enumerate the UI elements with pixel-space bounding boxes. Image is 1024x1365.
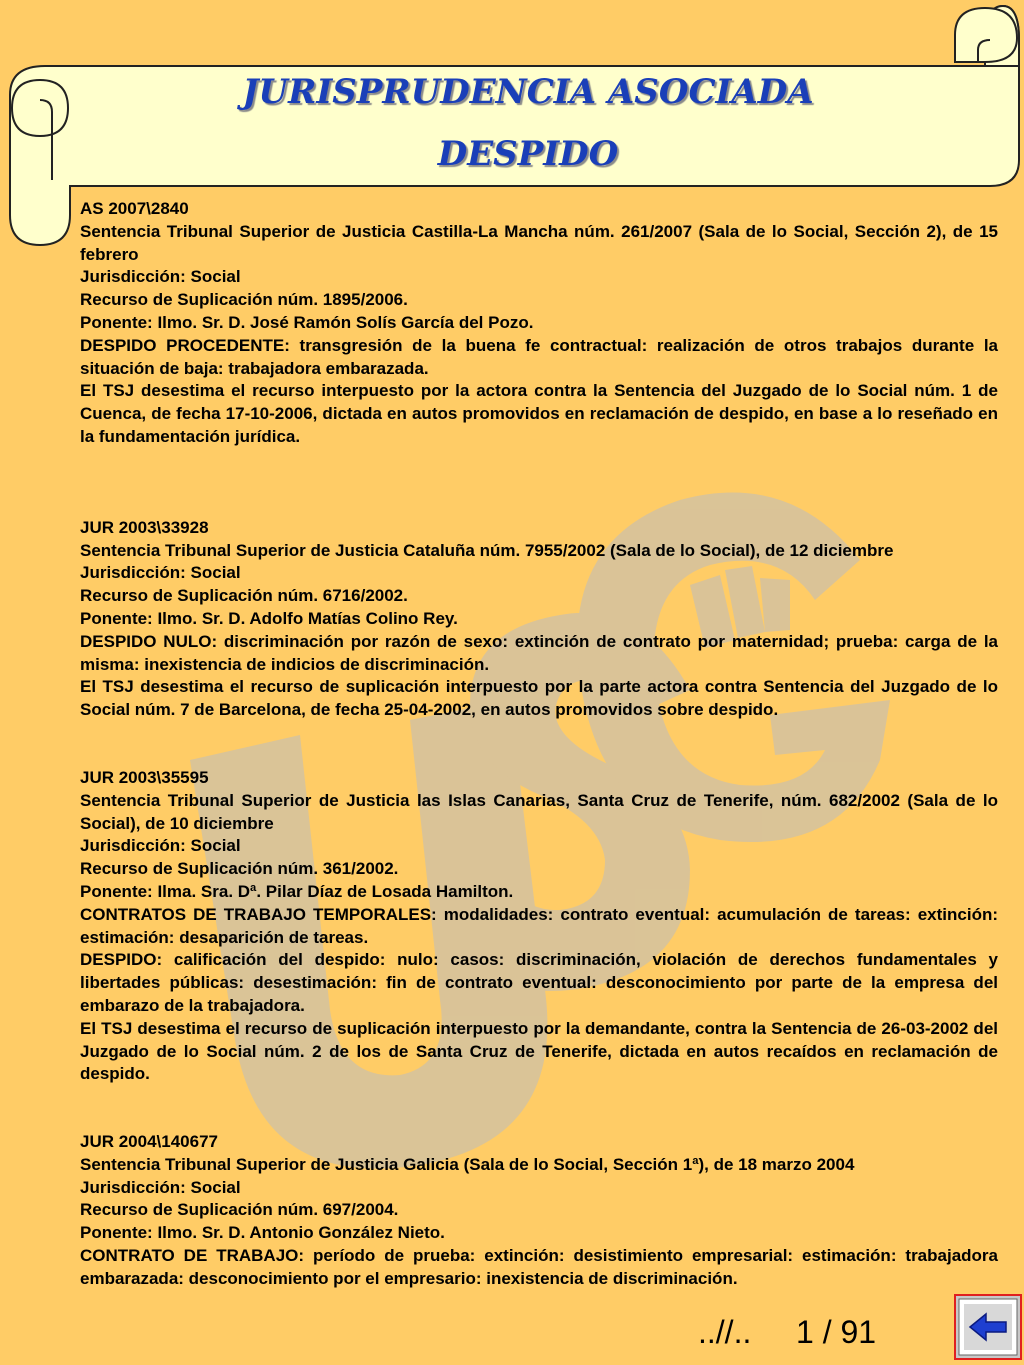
entry-summary: DESPIDO: calificación del despido: nulo: casos: discriminación, violación de derechos fundamentales y libertades públicas: desestimación: fin de contrato eventual: desconocimiento por parte de la empresa del embarazo de la trabajadora. bbox=[80, 950, 998, 1015]
jurisprudence-entry bbox=[80, 1131, 998, 1291]
continuation-marker: ..//.. bbox=[698, 1314, 752, 1350]
entry-rapporteur: Ponente: Ilmo. Sr. D. Adolfo Matías Colino Rey. bbox=[80, 608, 458, 628]
jurisprudence-entry bbox=[80, 767, 998, 1086]
entry-reference: JUR 2003\33928 bbox=[80, 517, 209, 537]
entry-court: Sentencia Tribunal Superior de Justicia Castilla-La Mancha núm. 261/2007 (Sala de lo Social, Sección 2), de 15 febrero bbox=[80, 221, 998, 264]
entry-ruling: El TSJ desestima el recurso de suplicación interpuesto por la demandante, contra la Sentencia de 26-03-2002 del Juzgado de lo Social núm. 2 de los de Santa Cruz de Tenerife, dictada en autos recaídos en reclamación de despido. bbox=[80, 1018, 998, 1084]
entry-ruling: El TSJ desestima el recurso de suplicación interpuesto por la parte actora contra Sentencia del Juzgado de lo Social núm. 7 de Barcelona, de fecha 25-04-2002, en autos promovidos sobre despido. bbox=[80, 677, 998, 720]
entry-court: Sentencia Tribunal Superior de Justicia las Islas Canarias, Santa Cruz de Tenerife, núm. 682/2002 (Sala de lo Social), de 10 diciembre bbox=[80, 790, 998, 833]
entry-summary: CONTRATO DE TRABAJO: período de prueba: extinción: desistimiento empresarial: estimación: trabajadora embarazada: desconocimiento por el empresario: inexistencia de discriminación. bbox=[80, 1246, 998, 1288]
entry-ruling: El TSJ desestima el recurso interpuesto por la actora contra la Sentencia del Juzgado de lo Social núm. 1 de Cuenca, de fecha 17-10-2006, dictada en autos promovidos en reclamación de despido, en base a lo reseñado en la fundamentación jurídica. bbox=[80, 381, 998, 446]
entry-summary: DESPIDO PROCEDENTE: transgresión de la buena fe contractual: realización de otros trabajos durante la situación de baja: trabajadora embarazada. bbox=[80, 335, 998, 378]
entry-jurisdiction: Jurisdicción: Social bbox=[80, 267, 241, 287]
page-indicator: 1 / 91 bbox=[796, 1314, 877, 1350]
jurisprudence-list bbox=[80, 198, 998, 1291]
entry-court: Sentencia Tribunal Superior de Justicia Galicia (Sala de lo Social, Sección 1ª), de 18 marzo 2004 bbox=[80, 1154, 855, 1174]
entry-jurisdiction: Jurisdicción: Social bbox=[80, 563, 241, 583]
entry-appeal: Recurso de Suplicación núm. 361/2002. bbox=[80, 859, 399, 879]
entry-rapporteur: Ponente: Ilmo. Sr. D. José Ramón Solís García del Pozo. bbox=[80, 312, 534, 332]
page-title: JURISPRUDENCIA ASOCIADA bbox=[242, 72, 814, 112]
jurisprudence-entry bbox=[80, 198, 998, 449]
entry-jurisdiction: Jurisdicción: Social bbox=[80, 1177, 241, 1197]
page-subtitle: DESPIDO bbox=[437, 134, 619, 174]
entry-appeal: Recurso de Suplicación núm. 697/2004. bbox=[80, 1200, 399, 1220]
entry-reference: JUR 2003\35595 bbox=[80, 767, 209, 787]
entry-reference: AS 2007\2840 bbox=[80, 199, 189, 218]
entry-appeal: Recurso de Suplicación núm. 1895/2006. bbox=[80, 290, 408, 310]
entry-summary: DESPIDO NULO: discriminación por razón de sexo: extinción de contrato por maternidad; prueba: carga de la misma: inexistencia de indicios de discriminación. bbox=[80, 631, 998, 674]
entry-rapporteur: Ponente: Ilmo. Sr. D. Antonio González Nieto. bbox=[80, 1223, 445, 1243]
jurisprudence-entry bbox=[80, 517, 998, 722]
back-arrow-icon bbox=[956, 1296, 1020, 1358]
entry-reference: JUR 2004\140677 bbox=[80, 1132, 219, 1152]
entry-jurisdiction: Jurisdicción: Social bbox=[80, 836, 241, 856]
entry-appeal: Recurso de Suplicación núm. 6716/2002. bbox=[80, 586, 408, 606]
back-button[interactable] bbox=[954, 1294, 1022, 1360]
entry-summary: CONTRATOS DE TRABAJO TEMPORALES: modalidades: contrato eventual: acumulación de tareas: extinción: estimación: desaparición de tareas. bbox=[80, 904, 998, 947]
entry-court: Sentencia Tribunal Superior de Justicia Cataluña núm. 7955/2002 (Sala de lo Social), de 12 diciembre bbox=[80, 540, 894, 560]
entry-rapporteur: Ponente: Ilma. Sra. Dª. Pilar Díaz de Losada Hamilton. bbox=[80, 881, 514, 901]
